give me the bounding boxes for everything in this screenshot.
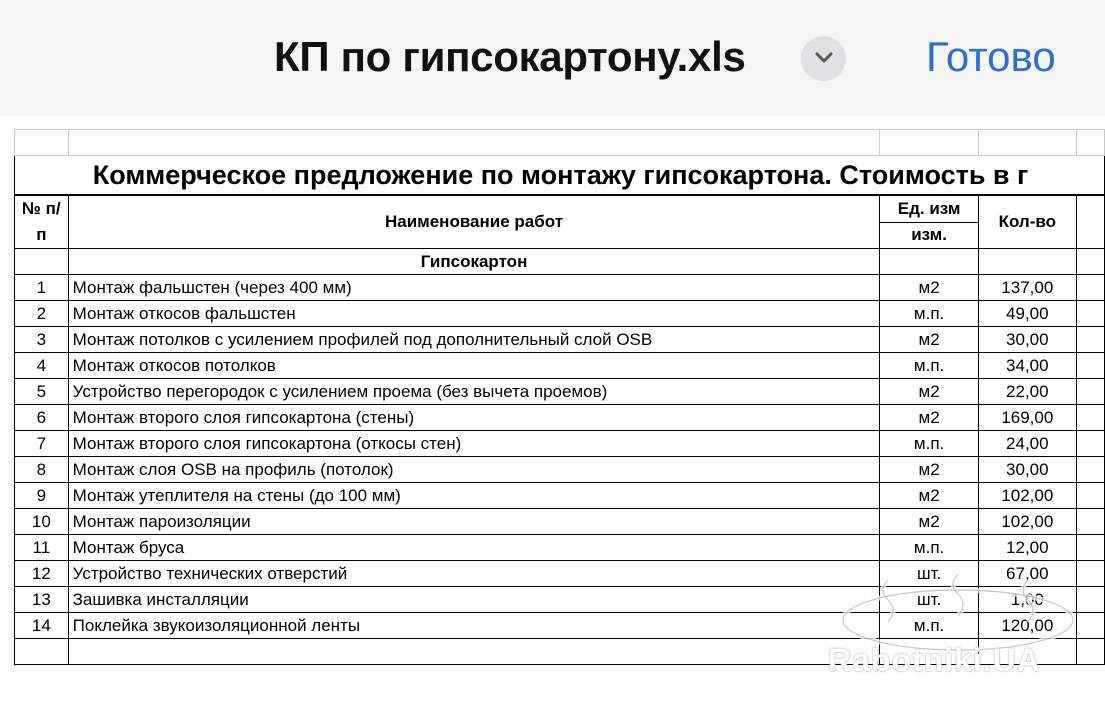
table-row	[15, 301, 1105, 327]
column-header-unit[interactable]: Ед. изм	[880, 195, 978, 222]
row-extra[interactable]	[1076, 535, 1104, 561]
row-number[interactable]: 11	[15, 535, 69, 561]
table-row	[15, 327, 1105, 353]
row-name[interactable]: Монтаж потолков с усилением профилей под дополнительный слой OSB	[68, 327, 880, 353]
table-row	[15, 379, 1105, 405]
row-qty[interactable]: 30,00	[978, 457, 1076, 483]
row-extra[interactable]	[1076, 431, 1104, 457]
row-qty[interactable]: 120,00	[978, 613, 1076, 639]
chevron-down-icon	[814, 50, 834, 66]
row-number[interactable]: 8	[15, 457, 69, 483]
table-body	[15, 275, 1105, 639]
row-qty[interactable]: 102,00	[978, 483, 1076, 509]
row-unit[interactable]: м2	[880, 275, 978, 301]
column-header-name[interactable]: Наименование работ	[68, 195, 880, 249]
row-extra[interactable]	[1076, 457, 1104, 483]
row-qty[interactable]: 1,00	[978, 587, 1076, 613]
row-extra[interactable]	[1076, 379, 1104, 405]
row-qty[interactable]: 137,00	[978, 275, 1076, 301]
table-row	[15, 613, 1105, 639]
row-qty[interactable]: 12,00	[978, 535, 1076, 561]
row-extra[interactable]	[1076, 275, 1104, 301]
row-number[interactable]: 4	[15, 353, 69, 379]
row-unit[interactable]: м.п.	[880, 301, 978, 327]
empty-row	[15, 130, 1105, 156]
row-unit[interactable]: м2	[880, 457, 978, 483]
spreadsheet-view[interactable]	[0, 116, 1105, 710]
row-number[interactable]: 3	[15, 327, 69, 353]
spreadsheet-table	[14, 129, 1105, 665]
row-name[interactable]: Монтаж второго слоя гипсокартона (стены)	[68, 405, 880, 431]
column-header-number-line2: п	[36, 225, 47, 244]
row-name[interactable]: Устройство перегородок с усилением проема (без вычета проемов)	[68, 379, 880, 405]
row-extra[interactable]	[1076, 301, 1104, 327]
row-number[interactable]: 6	[15, 405, 69, 431]
empty-row	[15, 639, 1105, 665]
row-unit[interactable]: м2	[880, 483, 978, 509]
table-row	[15, 561, 1105, 587]
row-extra[interactable]	[1076, 509, 1104, 535]
row-extra[interactable]	[1076, 587, 1104, 613]
row-qty[interactable]: 24,00	[978, 431, 1076, 457]
table-row	[15, 457, 1105, 483]
title-menu-button[interactable]	[801, 36, 846, 81]
column-header-number[interactable]	[15, 195, 69, 249]
row-extra[interactable]	[1076, 613, 1104, 639]
row-qty[interactable]: 169,00	[978, 405, 1076, 431]
row-unit[interactable]: м.п.	[880, 431, 978, 457]
row-extra[interactable]	[1076, 353, 1104, 379]
row-name[interactable]: Монтаж откосов фальшстен	[68, 301, 880, 327]
column-header-number-line1: № п/	[21, 199, 61, 218]
row-unit[interactable]: м2	[880, 327, 978, 353]
row-number[interactable]: 7	[15, 431, 69, 457]
row-number[interactable]: 10	[15, 509, 69, 535]
row-qty[interactable]: 102,00	[978, 509, 1076, 535]
done-button[interactable]: Готово	[926, 33, 1056, 80]
row-number[interactable]: 5	[15, 379, 69, 405]
row-number[interactable]: 14	[15, 613, 69, 639]
row-number[interactable]: 12	[15, 561, 69, 587]
row-unit[interactable]: м2	[880, 509, 978, 535]
row-name[interactable]: Монтаж откосов потолков	[68, 353, 880, 379]
row-qty[interactable]: 30,00	[978, 327, 1076, 353]
document-title: КП по гипсокартону.xls	[274, 33, 746, 80]
row-number[interactable]: 1	[15, 275, 69, 301]
row-unit[interactable]: м.п.	[880, 613, 978, 639]
row-name[interactable]: Монтаж второго слоя гипсокартона (откосы стен)	[68, 431, 880, 457]
row-qty[interactable]: 34,00	[978, 353, 1076, 379]
section-title[interactable]: Гипсокартон	[68, 249, 880, 275]
table-row	[15, 509, 1105, 535]
row-number[interactable]: 13	[15, 587, 69, 613]
row-name[interactable]: Устройство технических отверстий	[68, 561, 880, 587]
column-header-extra[interactable]	[1076, 195, 1104, 249]
row-qty[interactable]: 67,00	[978, 561, 1076, 587]
row-name[interactable]: Зашивка инсталляции	[68, 587, 880, 613]
table-row	[15, 353, 1105, 379]
row-extra[interactable]	[1076, 561, 1104, 587]
row-name[interactable]: Поклейка звукоизоляционной ленты	[68, 613, 880, 639]
row-qty[interactable]: 22,00	[978, 379, 1076, 405]
title-row	[15, 156, 1105, 196]
row-unit[interactable]: шт.	[880, 561, 978, 587]
row-unit[interactable]: шт.	[880, 587, 978, 613]
row-name[interactable]: Монтаж утеплителя на стены (до 100 мм)	[68, 483, 880, 509]
section-row	[15, 249, 1105, 275]
column-header-qty[interactable]: Кол-во	[978, 195, 1076, 249]
row-qty[interactable]: 49,00	[978, 301, 1076, 327]
row-unit[interactable]: м2	[880, 379, 978, 405]
header-row	[15, 195, 1105, 222]
table-row	[15, 405, 1105, 431]
table-row	[15, 431, 1105, 457]
row-unit[interactable]: м.п.	[880, 353, 978, 379]
watermark-text: Rabotniki.UA	[828, 642, 1041, 678]
top-bar	[0, 0, 1105, 117]
table-row	[15, 275, 1105, 301]
table-row	[15, 535, 1105, 561]
row-unit[interactable]: м.п.	[880, 535, 978, 561]
table-row	[15, 587, 1105, 613]
column-header-unit-line2[interactable]: изм.	[880, 222, 978, 249]
row-number[interactable]: 2	[15, 301, 69, 327]
row-number[interactable]: 9	[15, 483, 69, 509]
table-row	[15, 483, 1105, 509]
row-name[interactable]: Монтаж слоя OSB на профиль (потолок)	[68, 457, 880, 483]
row-name[interactable]: Монтаж бруса	[68, 535, 880, 561]
row-name[interactable]: Монтаж фальшстен (через 400 мм)	[68, 275, 880, 301]
row-name[interactable]: Монтаж пароизоляции	[68, 509, 880, 535]
row-extra[interactable]	[1076, 327, 1104, 353]
sheet-title[interactable]: Коммерческое предложение по монтажу гипсокартона. Стоимость в г	[15, 156, 1105, 196]
row-extra[interactable]	[1076, 405, 1104, 431]
row-extra[interactable]	[1076, 483, 1104, 509]
row-unit[interactable]: м2	[880, 405, 978, 431]
